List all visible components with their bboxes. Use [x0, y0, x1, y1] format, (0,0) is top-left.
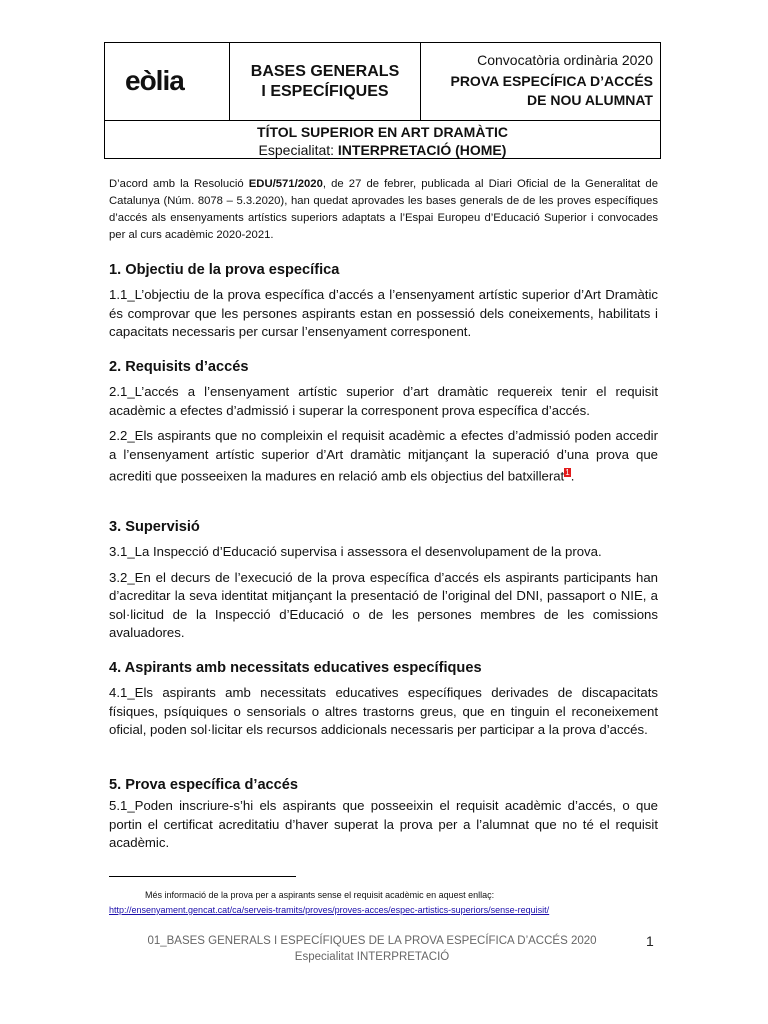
section-3-p2: 3.2_En el decurs de l’execució de la prova específica d’accés els aspirants participants han d’acreditar la seva identitat mitjançant la presentació de l’original del DNI, passaport o NIE, a sol·licitud de la Inspecció d’Educació o de les persones membres de les comissions avaluadores.	[109, 569, 658, 640]
especialitat	[105, 141, 660, 159]
section-1-title: 1. Objectiu de la prova específica	[109, 262, 340, 278]
section-4-p1: 4.1_Els aspirants amb necessitats educatives específiques derivades de discapacitats físiques, psíquiques o sensorials o altres trastorns greus, que en tinguin el reconeixement oficial, poden sol·licitar els recursos addicionals necessaris per participar a la prova d’accés.	[109, 685, 658, 737]
section-3-title: 3. Supervisió	[109, 519, 200, 535]
header-row	[105, 43, 660, 121]
logo-cell	[105, 43, 230, 120]
resolution-number: EDU/571/2020	[248, 178, 323, 190]
titol-row	[105, 120, 660, 160]
intro-pre: D’acord amb la Resolució	[109, 178, 249, 190]
convocatoria: Convocatòria ordinària 2020	[477, 52, 653, 68]
section-2	[109, 359, 658, 486]
section-3	[109, 519, 658, 643]
header-table	[104, 42, 661, 159]
prova-title-line1: PROVA ESPECÍFICA D’ACCÉS	[450, 73, 653, 89]
footnote	[109, 888, 658, 918]
page-footer	[109, 933, 635, 965]
eolia-logo: eòlia	[125, 65, 184, 96]
section-3-p1: 3.1_La Inspecció d’Educació supervisa i assessora el desenvolupament de la prova.	[109, 544, 602, 559]
section-2-p1: 2.1_L’accés a l’ensenyament artístic superior d’art dramàtic requereix tenir el requisit acadèmic a efectes d’admissió i superar la corresponent prova específica d’accés.	[109, 384, 658, 418]
section-2-p2-end: .	[570, 468, 575, 484]
bases-title-line1: BASES GENERALS	[250, 62, 400, 80]
especialitat-label: Especialitat:	[258, 142, 338, 158]
prova-cell	[421, 43, 660, 120]
footnote-link[interactable]: http://ensenyament.gencat.cat/ca/serveis-tramits/proves/proves-acces/espec-artistics-superiors/sense-requisit/	[109, 905, 550, 915]
footer-line1: 01_BASES GENERALS I ESPECÍFIQUES DE LA PROVA ESPECÍFICA D’ACCÉS 2020	[147, 935, 597, 947]
titol-superior: TÍTOL SUPERIOR EN ART DRAMÀTIC	[257, 124, 508, 140]
section-5	[109, 777, 658, 853]
section-2-title: 2. Requisits d’accés	[109, 359, 249, 375]
footnote-reference[interactable]: 1	[565, 468, 570, 477]
especialitat-value: INTERPRETACIÓ (HOME)	[337, 142, 507, 158]
prova-title-line2: DE NOU ALUMNAT	[527, 92, 653, 108]
footnote-text: Més informació de la prova per a aspirants sense el requisit acadèmic en aquest enllaç:	[145, 890, 495, 900]
section-5-p1: 5.1_Poden inscriure-s’hi els aspirants que posseeixin el requisit acadèmic d’accés, o que portin el certificat acreditatiu d’haver superat la prova per a l’alumnat que no té el requisit acadèmic.	[109, 798, 658, 850]
intro-post: , de 27 de febrer, publicada al Diari Oficial de la Generalitat de Catalunya (Núm. 8078 – 5.3.2020), han quedat aprovades les bases generals de de les proves específiques d’accés als ensenyaments artístics superiors adaptats a l’Espai Europeu d’Educació Superior i convocades per al curs acadèmic 2020-2021.	[109, 178, 658, 241]
footer-line2: Especialitat INTERPRETACIÓ	[294, 951, 450, 963]
section-4-title: 4. Aspirants amb necessitats educatives específiques	[109, 660, 482, 676]
section-1	[109, 262, 658, 342]
bases-title-cell	[230, 43, 421, 120]
footnote-separator	[109, 876, 296, 877]
section-2-p2	[109, 427, 658, 486]
page-number: 1	[646, 933, 654, 949]
section-2-p2-text: 2.2_Els aspirants que no compleixin el requisit acadèmic a efectes d’admissió poden accedir a l’ensenyament artístic superior d’Art dramàtic mitjançant la superació d’una prova que acrediti que posseeixen la madures en relació amb els objectius del batxillerat	[109, 428, 658, 484]
intro-paragraph	[109, 176, 658, 244]
section-5-title: 5. Prova específica d’accés	[109, 777, 299, 793]
section-1-p1: 1.1_L’objectiu de la prova específica d’accés a l’ensenyament artístic superior d’Art Dramàtic és comprovar que les persones aspirants estan en possessió dels coneixements, habilitats i capacitats necessaris per cursar l’ensenyament corresponent.	[109, 287, 658, 339]
bases-title-line2: I ESPECÍFIQUES	[261, 82, 389, 100]
section-4	[109, 660, 658, 740]
